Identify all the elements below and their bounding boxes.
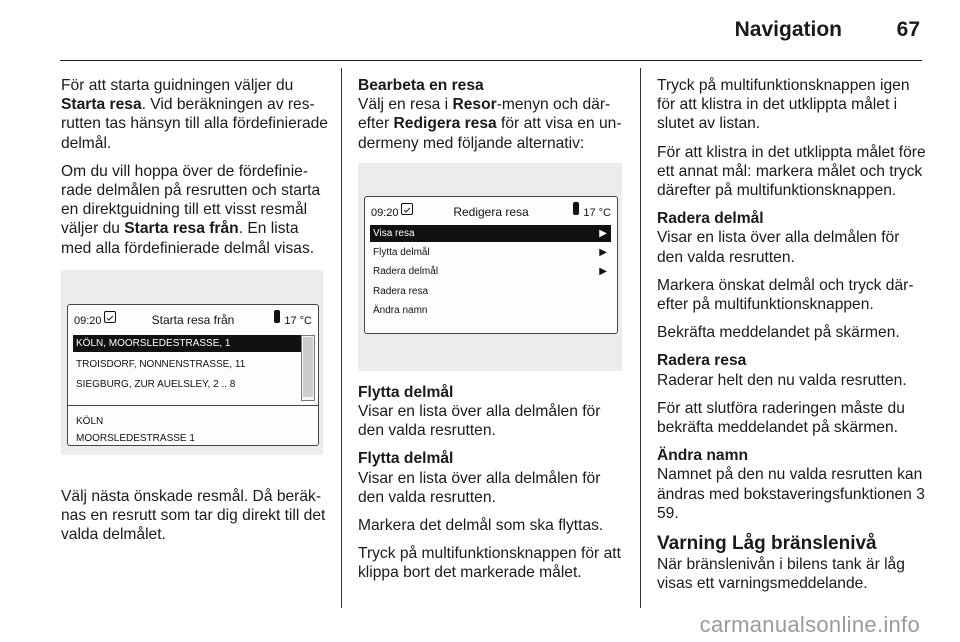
column-divider-1 — [341, 68, 342, 608]
paragraph: Välj nästa önskade resmål. Då beräknas en resrutt som tar dig direkt till det valda delmålet. — [61, 487, 326, 544]
page-number: 67 — [896, 18, 920, 41]
list-item[interactable]: KÖLN, MOORSLEDESTRASSE, 1 — [73, 335, 301, 352]
paragraph: Tryck på multifunktionsknappen igen för att klistra in det utklippta målet i slutet av listan. — [657, 77, 910, 133]
menu-term: Starta resa — [61, 96, 142, 114]
clock-time: 09:20 — [371, 206, 399, 219]
menu-term: Starta resa från — [124, 220, 239, 238]
menu-term: Redigera resa — [393, 115, 497, 133]
clock-time: 09:20 — [74, 314, 102, 327]
column-3 — [657, 76, 927, 602]
section-heading: Flytta delmål — [358, 450, 454, 468]
section-heading-large: Varning Låg bränslenivå — [657, 533, 877, 555]
paragraph: Raderar helt den nu valda resrutten. — [657, 371, 907, 389]
temperature: 17 °C — [284, 314, 312, 327]
section-heading: Flytta delmål — [358, 383, 454, 401]
menu-item-andra-namn[interactable]: Ändra namn — [373, 304, 428, 316]
screen-title: Redigera resa — [453, 204, 529, 219]
page-header — [0, 0, 960, 62]
figure-starta-resa-fran — [61, 270, 323, 455]
paragraph: Tryck på multifunktionsknappen för att klippa bort det markerade målet. — [358, 545, 621, 582]
detail-line: KÖLN — [76, 415, 104, 427]
section-heading: Ändra namn — [657, 447, 748, 465]
chevron-right-icon: ▶ — [599, 227, 607, 239]
section-heading: Bearbeta en resa — [358, 77, 484, 94]
paragraph: Visar en lista över alla delmålen för den valda resrutten. — [657, 229, 900, 266]
screen-header — [68, 305, 318, 331]
watermark: carmanualsonline.info — [699, 612, 920, 637]
display-screen — [67, 304, 319, 446]
screen-header — [365, 197, 617, 223]
display-screen — [364, 196, 618, 334]
chevron-right-icon: ▶ — [599, 246, 607, 258]
list-item[interactable]: TROISDORF, NONNENSTRASSE, 11 — [76, 358, 246, 370]
menu-item-flytta-delmal[interactable]: Flytta delmål ▶ — [370, 244, 611, 261]
chevron-right-icon: ▶ — [599, 265, 607, 277]
menu-item-radera-delmal[interactable]: Radera delmål ▶ — [370, 263, 611, 280]
screen-divider — [68, 405, 318, 407]
figure-redigera-resa — [358, 163, 622, 371]
menu-item-radera-resa[interactable]: Radera resa — [373, 285, 429, 297]
paragraph: För att starta guidningen väljer du Starta resa. Vid beräkningen av resrutten tas hänsyn till alla fördefinierade delmål. — [61, 77, 328, 152]
section-heading: Radera delmål — [657, 210, 764, 228]
paragraph: Visar en lista över alla delmålen för den valda resrutten. — [358, 469, 601, 506]
paragraph: Markera önskat delmål och tryck därefter på multifunktionsknappen. — [657, 276, 914, 314]
paragraph: För att klistra in det utklippta målet före ett annat mål: markera målet och tryck därefter på multifunktionsknappen. — [657, 143, 926, 200]
list-item[interactable]: SIEGBURG, ZUR AUELSLEY, 2 .. 8 — [76, 378, 236, 390]
menu-item-visa-resa[interactable]: Visa resa ▶ — [370, 225, 611, 242]
scrollbar[interactable] — [301, 335, 315, 401]
paragraph: Välj en resa i Resor-menyn och därefter Redigera resa för att visa en undermeny med följande alternativ: — [358, 96, 622, 152]
column-2 — [358, 76, 628, 592]
section-heading: Radera resa — [657, 352, 747, 370]
screen-title: Starta resa från — [151, 312, 235, 327]
detail-line: MOORSLEDESTRASSE 1 — [76, 432, 195, 444]
page-title: Navigation — [734, 18, 842, 41]
thermometer-icon — [274, 310, 280, 323]
header-rule — [60, 60, 922, 61]
paragraph: Om du vill hoppa över de fördefinierade delmålen på resrutten och starta en direktguidning till ett visst resmål väljer du Starta resa från. En lista med alla fördefinierade delmål visas. — [61, 162, 321, 257]
column-1 — [61, 76, 329, 553]
paragraph: När bränslenivån i bilens tank är låg visas ett varningsmeddelande. — [657, 556, 905, 593]
menu-term: Resor — [452, 96, 497, 114]
column-divider-2 — [640, 68, 641, 608]
page-reference-link[interactable]: 3 59. — [657, 485, 925, 522]
temperature: 17 °C — [583, 206, 611, 219]
paragraph: Markera det delmål som ska flyttas. — [358, 517, 604, 535]
paragraph: Bekräfta meddelandet på skärmen. — [657, 324, 900, 342]
paragraph: Visar en lista över alla delmålen för den valda resrutten. — [358, 403, 601, 440]
paragraph: För att slutföra raderingen måste du bekräfta meddelandet på skärmen. — [657, 399, 905, 437]
thermometer-icon — [573, 202, 579, 215]
paragraph: Namnet på den nu valda resrutten kan ändras med bokstaveringsfunktionen 3 59. — [657, 466, 925, 522]
